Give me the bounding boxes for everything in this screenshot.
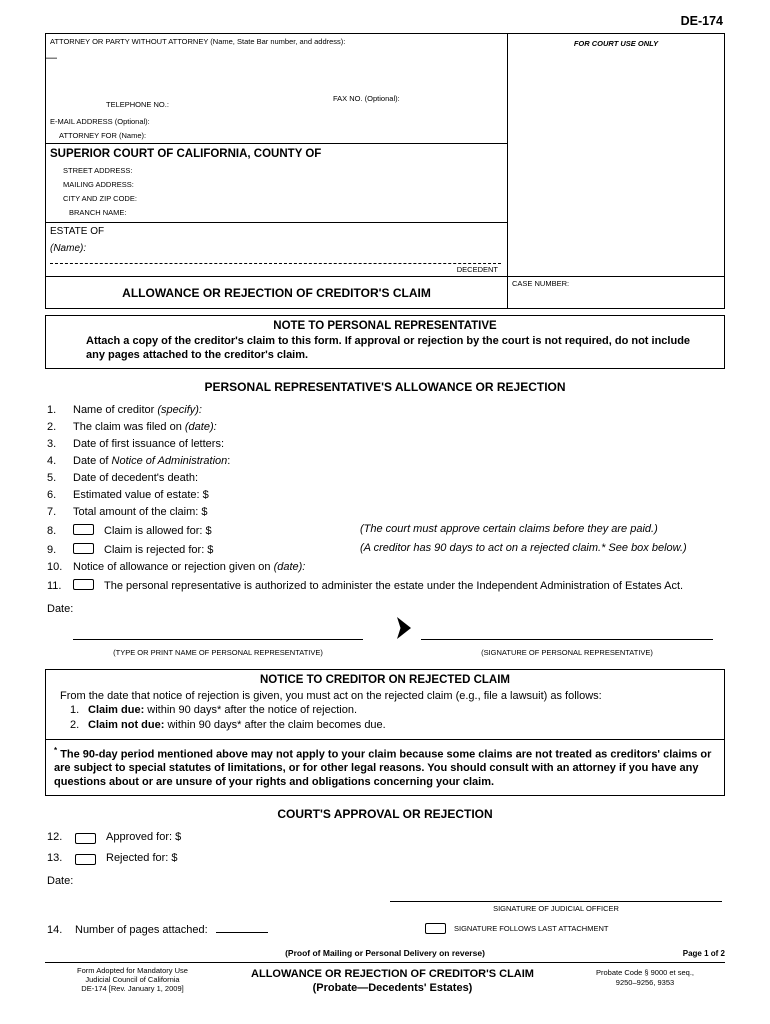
item-14	[45, 923, 725, 936]
item-2-label: The claim was filed on (date):	[73, 421, 217, 433]
item-7	[45, 506, 725, 519]
judicial-signature-caption: SIGNATURE OF JUDICIAL OFFICER	[493, 904, 619, 914]
notice-intro: From the date that notice of rejection is given, you must act on the rejected claim (e.g., file a lawsuit) as follows:	[60, 690, 602, 702]
caption-box	[45, 33, 725, 309]
notice-box-title: NOTICE TO CREDITOR ON REJECTED CLAIM	[259, 674, 511, 686]
item-13-label: Rejected for: $	[106, 852, 178, 865]
court-section	[46, 144, 507, 223]
item-3-number: 3.	[47, 438, 57, 450]
item-8-number: 8.	[47, 525, 57, 537]
proof-note-row	[45, 948, 725, 958]
representative-signature-field[interactable]	[421, 639, 713, 660]
attorney-dash: —	[46, 52, 57, 64]
note-to-personal-representative-box	[45, 315, 725, 369]
city-zip-label: CITY AND ZIP CODE:	[63, 194, 137, 203]
branch-name-label: BRANCH NAME:	[69, 208, 127, 217]
phone-fax-row	[50, 94, 501, 112]
item-7-number: 7.	[47, 506, 57, 518]
item-7-label: Total amount of the claim: $	[73, 506, 208, 518]
footer-adoption-block	[45, 966, 220, 995]
item-8-label: Claim is allowed for: $	[104, 525, 212, 537]
footer-code-line1: Probate Code § 9000 et seq.,	[596, 968, 694, 978]
attorney-address-field[interactable]	[46, 46, 501, 92]
for-court-use-label: FOR COURT USE ONLY	[573, 39, 659, 48]
item-12	[45, 831, 725, 844]
caption-left-column	[46, 34, 508, 308]
item-11-number: 11.	[47, 580, 62, 592]
fax-label: FAX NO. (Optional):	[333, 94, 400, 103]
item-4	[45, 455, 725, 468]
attorney-section	[46, 34, 507, 144]
item-9	[45, 542, 725, 557]
pages-attached-field[interactable]	[216, 923, 268, 933]
item-11	[45, 578, 725, 593]
notice-item-1-number: 1.	[70, 704, 80, 716]
representative-date-field[interactable]: Date:	[47, 603, 74, 615]
case-number-label: CASE NUMBER:	[512, 279, 570, 288]
notice-item-2	[56, 718, 714, 733]
estate-of-label: ESTATE OF	[50, 226, 105, 237]
item-2-number: 2.	[47, 421, 57, 433]
signature-arrow-icon	[397, 617, 725, 639]
telephone-label: TELEPHONE NO.:	[106, 100, 169, 109]
footer-adopted-line1: Form Adopted for Mandatory Use	[77, 966, 188, 976]
item-9-number: 9.	[47, 544, 57, 556]
court-name: SUPERIOR COURT OF CALIFORNIA, COUNTY OF	[50, 148, 322, 160]
item-9-note: (A creditor has 90 days to act on a rejected claim.* See box below.)	[360, 542, 687, 554]
street-address-label: STREET ADDRESS:	[63, 166, 133, 175]
form-footer	[45, 962, 725, 995]
attorney-label: ATTORNEY OR PARTY WITHOUT ATTORNEY (Name, State Bar number, and address):	[50, 37, 346, 46]
proof-note: (Proof of Mailing or Personal Delivery on reverse)	[285, 948, 485, 959]
signature-follows-label: SIGNATURE FOLLOWS LAST ATTACHMENT	[454, 924, 609, 934]
item-8	[45, 523, 725, 538]
item-12-label: Approved for: $	[106, 831, 182, 844]
item-1-label: Name of creditor (specify):	[73, 404, 202, 416]
item-10-number: 10.	[47, 561, 63, 573]
item-12-checkbox[interactable]	[75, 833, 96, 844]
judicial-signature-area[interactable]	[390, 901, 722, 913]
item-11-label: The personal representative is authorized to administer the estate under the Independent Administration of Estates Act.	[104, 580, 684, 592]
item-8-checkbox[interactable]	[73, 524, 94, 535]
caption-right-column	[508, 34, 724, 308]
decedent-label: DECEDENT	[456, 265, 498, 274]
note-box-title: NOTE TO PERSONAL REPRESENTATIVE	[273, 320, 497, 332]
footer-code-block	[565, 966, 725, 995]
item-9-label: Claim is rejected for: $	[104, 544, 214, 556]
item-13	[45, 852, 725, 865]
court-date-field[interactable]: Date:	[47, 875, 74, 888]
signature-follows-group	[425, 923, 608, 934]
item-3-label: Date of first issuance of letters:	[73, 438, 225, 450]
item-12-number: 12.	[47, 831, 63, 844]
item-1-number: 1.	[47, 404, 57, 416]
item-8-note: (The court must approve certain claims before they are paid.)	[360, 523, 658, 535]
email-label: E-MAIL ADDRESS (Optional):	[50, 117, 150, 126]
footer-revision-line: DE-174 [Rev. January 1, 2009]	[81, 984, 184, 994]
item-6-number: 6.	[47, 489, 57, 501]
item-5	[45, 472, 725, 485]
item-4-number: 4.	[47, 455, 57, 467]
item-5-number: 5.	[47, 472, 57, 484]
item-11-checkbox[interactable]	[73, 579, 94, 590]
representative-signature-caption: (SIGNATURE OF PERSONAL REPRESENTATIVE)	[481, 648, 653, 657]
notice-to-creditor-box	[45, 669, 725, 740]
estate-section	[46, 223, 507, 276]
item-13-number: 13.	[47, 852, 63, 865]
item-14-number: 14.	[47, 924, 63, 937]
note-box-body: Attach a copy of the creditor's claim to this form. If approval or rejection by the court is not required, do not include any pages attached to the creditor's claim.	[86, 335, 691, 361]
item-6-label: Estimated value of estate: $	[73, 489, 209, 501]
estate-name-label: (Name):	[50, 243, 87, 254]
allowance-section-title: PERSONAL REPRESENTATIVE'S ALLOWANCE OR REJECTION	[204, 380, 566, 394]
item-13-checkbox[interactable]	[75, 854, 96, 865]
form-title: ALLOWANCE OR REJECTION OF CREDITOR'S CLAIM	[46, 276, 507, 308]
signature-follows-checkbox[interactable]	[425, 923, 446, 934]
print-name-field[interactable]	[73, 639, 363, 660]
court-section-title: COURT'S APPROVAL OR REJECTION	[277, 807, 493, 822]
case-number-field[interactable]	[508, 276, 724, 308]
item-1	[45, 404, 725, 417]
mailing-address-label: MAILING ADDRESS:	[63, 180, 134, 189]
form-number: DE-174	[680, 14, 723, 28]
footer-title-block	[220, 966, 565, 995]
item-2	[45, 421, 725, 434]
footnote-text: * The 90-day period mentioned above may not apply to your claim because some claims are not treated as creditors' claims or are subject to special statutes of limitations, or for other legal reasons. You should consult with an attorney if you have any questions about or are unsure of your rights and obligations concerning your claim.	[54, 745, 712, 789]
item-10-label: Notice of allowance or rejection given on (date):	[73, 561, 306, 573]
footer-form-title: ALLOWANCE OR REJECTION OF CREDITOR'S CLAIM	[251, 968, 534, 981]
footer-adopted-line2: Judicial Council of California	[85, 975, 180, 985]
notice-item-2-label: Claim not due: within 90 days* after the claim becomes due.	[88, 719, 386, 731]
footer-form-subtitle: (Probate—Decedents' Estates)	[312, 982, 473, 995]
item-4-label: Date of Notice of Administration:	[73, 455, 231, 467]
representative-signature-row	[73, 639, 725, 660]
item-10	[45, 561, 725, 574]
print-name-caption: (TYPE OR PRINT NAME OF PERSONAL REPRESENTATIVE)	[113, 648, 323, 657]
item-9-checkbox[interactable]	[73, 543, 94, 554]
footer-code-line2: 9250–9256, 9353	[615, 978, 675, 988]
notice-item-2-number: 2.	[70, 719, 80, 731]
item-14-label: Number of pages attached:	[75, 924, 208, 937]
item-5-label: Date of decedent's death:	[73, 472, 199, 484]
item-3	[45, 438, 725, 451]
item-6	[45, 489, 725, 502]
notice-item-1	[56, 703, 714, 718]
attorney-for-label: ATTORNEY FOR (Name):	[59, 131, 147, 140]
notice-item-1-label: Claim due: within 90 days* after the notice of rejection.	[88, 704, 358, 716]
ninety-day-footnote-box	[45, 739, 725, 797]
page-number: Page 1 of 2	[682, 949, 725, 959]
